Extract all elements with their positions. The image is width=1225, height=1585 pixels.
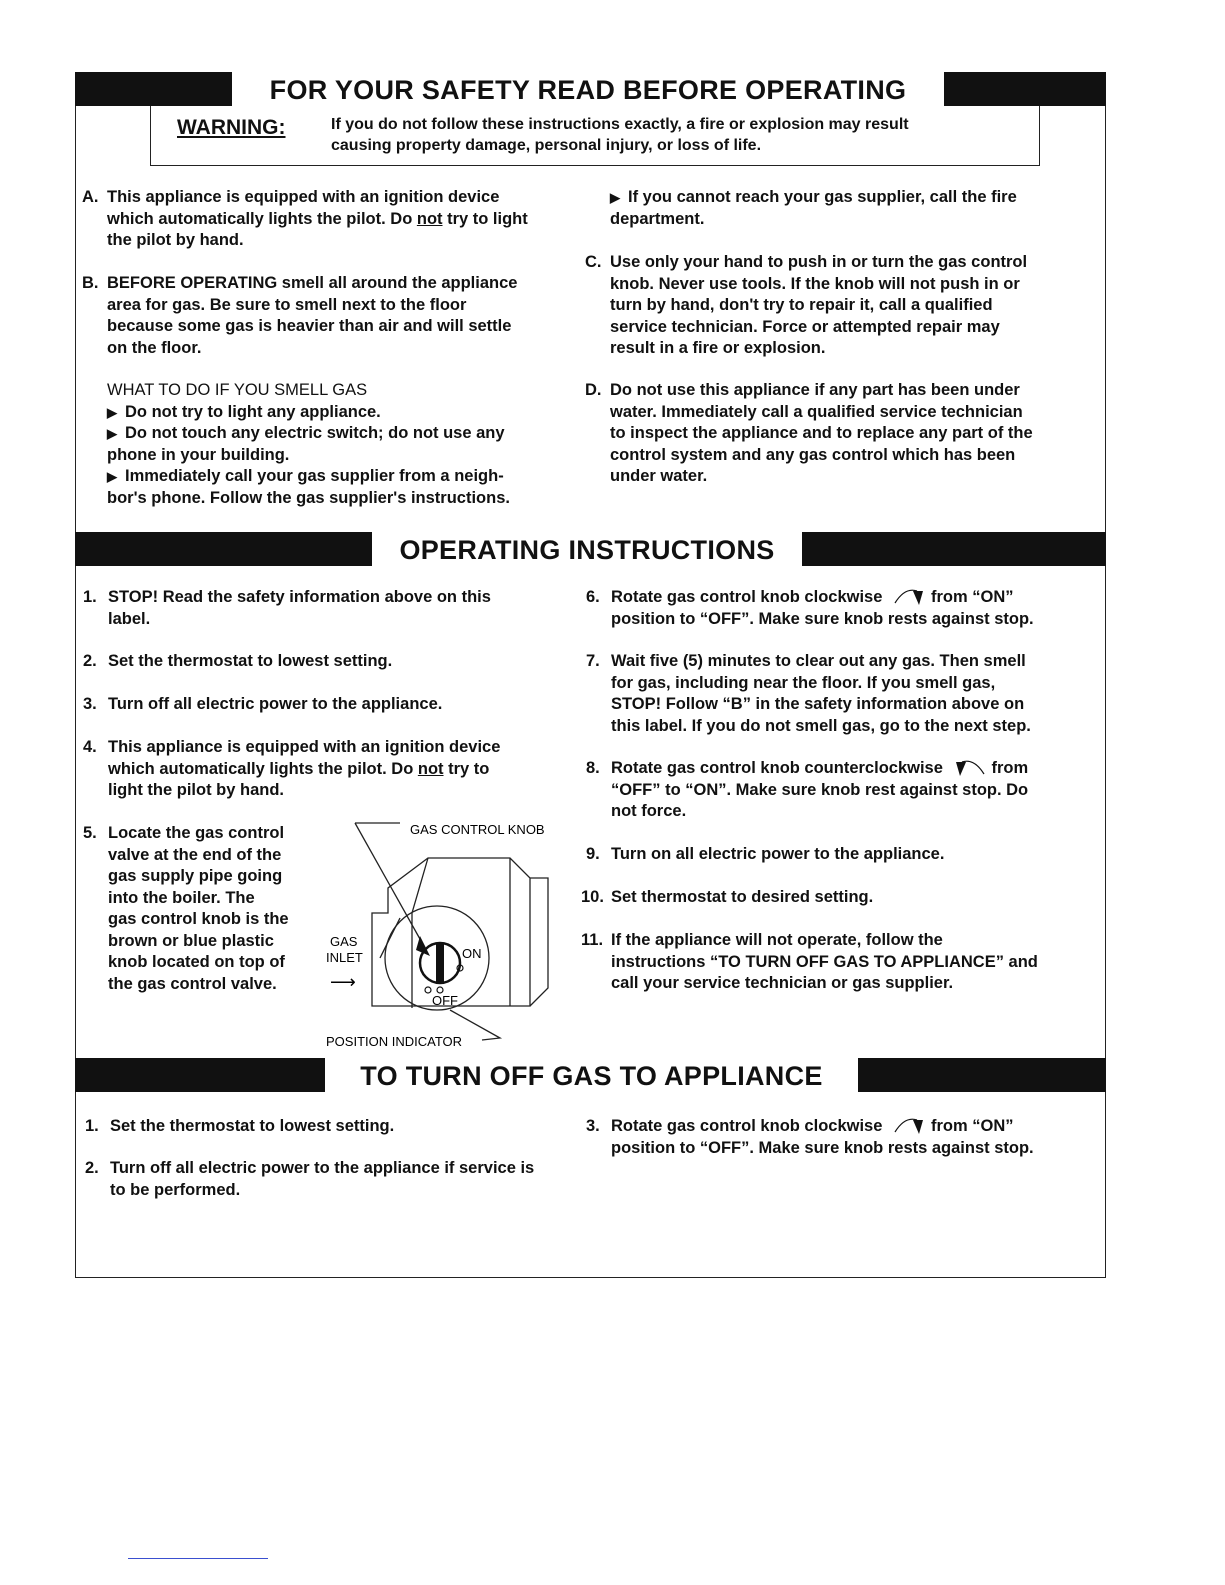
text-line: light the pilot by hand.: [108, 781, 284, 799]
text-line: not force.: [611, 802, 687, 820]
knob-pointer-line: [355, 823, 425, 948]
text-line: If the appliance will not operate, follow the: [611, 931, 943, 949]
turn-off-step-3: [586, 1116, 1034, 1159]
smell-gas-continued: [610, 187, 1017, 230]
warning-line-1: If you do not follow these instructions exactly, a fire or explosion may result: [331, 116, 909, 133]
step-number: 10.: [581, 888, 604, 906]
item-marker: D.: [585, 381, 602, 399]
text-line: on the floor.: [107, 338, 202, 357]
text-line: valve at the end of the: [108, 845, 282, 864]
operating-heading-band: [75, 532, 1106, 566]
operating-step-9: [586, 844, 945, 866]
warning-label: WARNING:: [177, 116, 286, 139]
step-number: 6.: [586, 588, 600, 606]
text-line: Rotate gas control knob clockwise from “ON”: [611, 588, 1014, 606]
text-line: turn by hand, don't try to repair it, call a qualified: [610, 296, 993, 314]
text-line: service technician. Force or attempted repair may: [610, 317, 1000, 336]
text-line: brown or blue plastic: [108, 931, 274, 950]
turn-off-heading: TO TURN OFF GAS TO APPLIANCE: [325, 1058, 858, 1092]
text-line: Wait five (5) minutes to clear out any gas. Then smell: [611, 652, 1026, 670]
warning-line-2: causing property damage, personal injury, or loss of life.: [331, 137, 762, 154]
text-line: knob. Never use tools. If the knob will not push in or: [610, 274, 1020, 293]
text-line: Do not use this appliance if any part has been under: [610, 381, 1020, 399]
text-line: This appliance is equipped with an ignition device: [107, 188, 500, 206]
warning-box: [150, 106, 1040, 166]
text-line: “OFF” to “ON”. Make sure knob rest against stop. Do: [611, 780, 1029, 799]
text-line: because some gas is heavier than air and will settle: [107, 317, 512, 335]
step-number: 1.: [85, 1117, 99, 1135]
text-line: label.: [108, 609, 151, 628]
step-number: 3.: [83, 695, 97, 713]
text-line: Set the thermostat to lowest setting.: [108, 652, 393, 670]
clockwise-arrow-icon: [891, 1116, 927, 1134]
position-indicator-label: POSITION INDICATOR: [326, 1034, 463, 1049]
text-line: position to “OFF”. Make sure knob rests against stop.: [611, 1138, 1034, 1157]
valve-body-outline: [372, 858, 530, 1006]
text-line: This appliance is equipped with an ignition device: [108, 738, 501, 756]
operating-step-3: [83, 694, 443, 716]
safety-item-a: [82, 187, 528, 252]
bullet-item: ▶ Immediately call your gas supplier from a neigh-: [107, 466, 510, 488]
on-label: ON: [462, 946, 482, 961]
text-line: control system and any gas control which has been: [610, 445, 1016, 464]
inlet-arrow-icon: ⟶: [330, 972, 356, 993]
step-number: 11.: [581, 931, 604, 949]
warning-text: [331, 114, 1021, 156]
text-line: position to “OFF”. Make sure knob rests against stop.: [611, 609, 1034, 628]
off-label: OFF: [432, 993, 458, 1008]
valve-side-outline: [530, 878, 548, 1006]
triangle-bullet-icon: ▶: [107, 426, 117, 441]
text-line: call your service technician or gas supplier.: [611, 974, 954, 992]
control-knob-icon: [416, 936, 463, 993]
text-line: which automatically lights the pilot. Do not try to light: [107, 209, 528, 228]
item-marker: C.: [585, 253, 602, 271]
text-line: result in a fire or explosion.: [610, 339, 826, 357]
text-line: this label. If you do not smell gas, go to the next step.: [611, 716, 1031, 735]
text-line: gas supply pipe going: [108, 867, 283, 885]
text-line: gas control knob is the: [108, 910, 289, 928]
operating-step-4: [83, 737, 501, 802]
item-marker: A.: [82, 188, 99, 206]
step-number: 4.: [83, 738, 97, 756]
text-line: Turn off all electric power to the appliance if service is: [110, 1159, 535, 1177]
text-line: which automatically lights the pilot. Do not try to: [108, 759, 490, 778]
turn-off-step-2: [85, 1158, 535, 1201]
step-number: 1.: [83, 588, 97, 606]
text-line: bor's phone. Follow the gas supplier's instructions.: [107, 488, 510, 507]
text-line: to inspect the appliance and to replace any part of the: [610, 424, 1033, 442]
bullet-item: ▶ Do not try to light any appliance.: [107, 402, 510, 424]
text-line: into the boiler. The: [108, 888, 255, 907]
text-line: Rotate gas control knob counterclockwise from: [611, 759, 1029, 777]
safety-heading-band: [75, 72, 1106, 106]
operating-heading: OPERATING INSTRUCTIONS: [372, 532, 802, 566]
valve-inner-edge: [412, 858, 428, 1008]
safety-item-c: [585, 252, 1028, 360]
step-number: 8.: [586, 759, 600, 777]
operating-step-2: [83, 651, 393, 673]
gas-inlet-label-2: INLET: [326, 950, 363, 965]
text-line: to be performed.: [110, 1180, 241, 1199]
text-line: STOP! Follow “B” in the safety information above on: [611, 695, 1025, 713]
text-line: area for gas. Be sure to smell next to the floor: [107, 295, 467, 314]
text-line: instructions “TO TURN OFF GAS TO APPLIANCE” and: [611, 952, 1038, 971]
text-line: Set the thermostat to lowest setting.: [110, 1117, 395, 1135]
clockwise-arrow-icon: [891, 587, 927, 605]
gas-control-valve-diagram: [320, 818, 570, 1058]
bullet-item: ▶ If you cannot reach your gas supplier, call the fire: [610, 187, 1017, 209]
smell-gas-title: WHAT TO DO IF YOU SMELL GAS: [107, 381, 368, 399]
text-line: Use only your hand to push in or turn the gas control: [610, 253, 1028, 271]
step-number: 5.: [83, 824, 97, 842]
text-line: Turn off all electric power to the appliance.: [108, 695, 443, 713]
text-line: the gas control valve.: [108, 974, 277, 993]
text-line: Rotate gas control knob clockwise from “ON”: [611, 1117, 1014, 1135]
triangle-bullet-icon: ▶: [610, 190, 620, 205]
text-line: for gas, including near the floor. If you smell gas,: [611, 673, 996, 692]
turn-off-step-1: [85, 1116, 395, 1138]
text-line: Locate the gas control: [108, 824, 285, 842]
text-line: phone in your building.: [107, 445, 290, 464]
safety-item-d: [585, 380, 1033, 488]
item-marker: B.: [82, 274, 99, 292]
safety-heading: FOR YOUR SAFETY READ BEFORE OPERATING: [232, 72, 944, 106]
bullet-item: ▶ Do not touch any electric switch; do not use any: [107, 423, 510, 445]
text-line: water. Immediately call a qualified service technician: [610, 402, 1023, 421]
text-line: BEFORE OPERATING smell all around the appliance: [107, 274, 518, 292]
text-line: Turn on all electric power to the appliance.: [611, 845, 945, 863]
text-line: under water.: [610, 467, 708, 485]
recess-edge: [380, 918, 400, 958]
operating-step-11: [581, 930, 1038, 995]
step-number: 3.: [586, 1117, 600, 1135]
operating-step-1: [83, 587, 491, 630]
text-line: department.: [610, 209, 705, 228]
step-number: 9.: [586, 845, 600, 863]
operating-step-6: [586, 587, 1034, 630]
gas-control-knob-label: GAS CONTROL KNOB: [410, 822, 545, 837]
gas-inlet-label-1: GAS: [330, 934, 358, 949]
triangle-bullet-icon: ▶: [107, 469, 117, 484]
turn-off-heading-band: [75, 1058, 1106, 1092]
step-number: 2.: [83, 652, 97, 670]
operating-step-5: [83, 823, 289, 995]
operating-step-10: [581, 887, 874, 909]
text-line: STOP! Read the safety information above on this: [108, 588, 491, 606]
text-line: the pilot by hand.: [107, 231, 244, 249]
step-number: 7.: [586, 652, 600, 670]
operating-step-7: [586, 651, 1031, 737]
triangle-bullet-icon: ▶: [107, 404, 117, 420]
counterclockwise-arrow-icon: [952, 758, 988, 776]
operating-step-8: [586, 758, 1029, 823]
text-line: Set thermostat to desired setting.: [611, 888, 874, 906]
smell-gas-section: [107, 380, 510, 509]
step-number: 2.: [85, 1159, 99, 1177]
text-line: knob located on top of: [108, 953, 285, 971]
footer-rule: [128, 1558, 268, 1559]
safety-item-b: [82, 273, 518, 359]
